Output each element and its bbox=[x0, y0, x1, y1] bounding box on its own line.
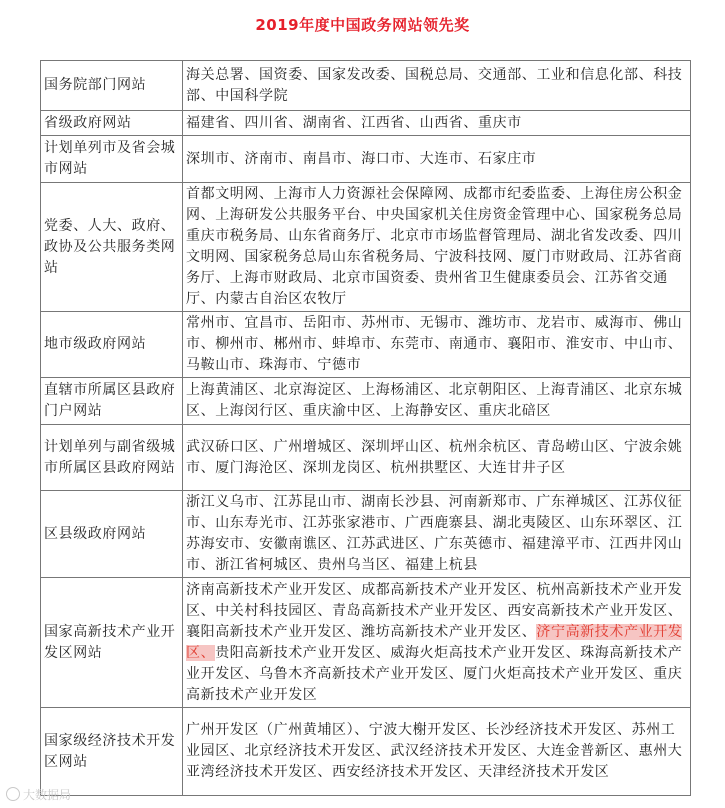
winners-text: 贵阳高新技术产业开发区、威海火炬高技术产业开发区、珠海高新技术产业开发区、乌鲁木齐高新技术产业开发区、厦门火炬高技术产业开发区、重庆高新技术产业开发区 bbox=[186, 644, 683, 703]
watermark-text: 大数据局 bbox=[23, 788, 72, 802]
table-row bbox=[41, 491, 691, 578]
winners-cell bbox=[183, 578, 691, 708]
category-cell: 省级政府网站 bbox=[41, 111, 183, 136]
table-row bbox=[41, 136, 691, 183]
table-row bbox=[41, 378, 691, 425]
winners-cell: 武汉硚口区、广州增城区、深圳坪山区、杭州余杭区、青岛崂山区、宁波余姚市、厦门海沧区、深圳龙岗区、杭州拱墅区、大连甘井子区 bbox=[183, 425, 691, 491]
highlighted-winner: 济宁高新技术产业开发区、 bbox=[186, 623, 683, 661]
winners-cell: 福建省、四川省、湖南省、江西省、山西省、重庆市 bbox=[183, 111, 691, 136]
table-row bbox=[41, 578, 691, 708]
table-row bbox=[41, 111, 691, 136]
winners-cell: 浙江义乌市、江苏昆山市、湖南长沙县、河南新郑市、广东禅城区、江苏仪征市、山东寿光市、江苏张家港市、广西鹿寨县、湖北夷陵区、山东环翠区、江苏海安市、安徽南谯区、江苏武进区、广东英德市、福建漳平市、江西井冈山市、浙江省柯城区、贵州乌当区、福建上杭县 bbox=[183, 491, 691, 578]
winners-cell: 海关总署、国资委、国家发改委、国税总局、交通部、工业和信息化部、科技部、中国科学院 bbox=[183, 61, 691, 111]
watermark-logo-icon bbox=[6, 787, 20, 801]
winners-cell: 首都文明网、上海市人力资源社会保障网、成都市纪委监委、上海住房公积金网、上海研发公共服务平台、中央国家机关住房资金管理中心、国家税务总局重庆市税务局、山东省商务厅、北京市市场监督管理局、湖北省发改委、四川文明网、国家税务总局山东省税务局、宁波科技网、厦门市财政局、江苏省商务厅、上海市财政局、北京市国资委、贵州省卫生健康委员会、江苏省交通厅、内蒙古自治区农牧厅 bbox=[183, 183, 691, 312]
table-row bbox=[41, 312, 691, 378]
winners-cell: 常州市、宜昌市、岳阳市、苏州市、无锡市、潍坊市、龙岩市、威海市、佛山市、柳州市、郴州市、蚌埠市、东莞市、南通市、襄阳市、淮安市、中山市、马鞍山市、珠海市、宁德市 bbox=[183, 312, 691, 378]
winners-cell: 上海黄浦区、北京海淀区、上海杨浦区、北京朝阳区、上海青浦区、北京东城区、上海闵行区、重庆渝中区、上海静安区、重庆北碚区 bbox=[183, 378, 691, 425]
category-cell: 国家高新技术产业开发区网站 bbox=[41, 578, 183, 708]
category-cell: 区县级政府网站 bbox=[41, 491, 183, 578]
category-cell: 国务院部门网站 bbox=[41, 61, 183, 111]
category-cell: 计划单列市及省会城市网站 bbox=[41, 136, 183, 183]
category-cell: 党委、人大、政府、政协及公共服务类网站 bbox=[41, 183, 183, 312]
table-row bbox=[41, 183, 691, 312]
page-title: 2019年度中国政务网站领先奖 bbox=[255, 16, 470, 34]
category-cell: 国家级经济技术开发区网站 bbox=[41, 708, 183, 796]
category-cell: 地市级政府网站 bbox=[41, 312, 183, 378]
watermark bbox=[6, 786, 71, 803]
award-table bbox=[40, 60, 691, 796]
category-cell: 计划单列与副省级城市所属区县政府网站 bbox=[41, 425, 183, 491]
winners-cell: 深圳市、济南市、南昌市、海口市、大连市、石家庄市 bbox=[183, 136, 691, 183]
table-row bbox=[41, 708, 691, 796]
category-cell: 直辖市所属区县政府门户网站 bbox=[41, 378, 183, 425]
table-row bbox=[41, 425, 691, 491]
table-row bbox=[41, 61, 691, 111]
winners-text: 济南高新技术产业开发区、成都高新技术产业开发区、杭州高新技术产业开发区、中关村科技园区、青岛高新技术产业开发区、西安高新技术产业开发区、襄阳高新技术产业开发区、潍坊高新技术产业开发区、 bbox=[186, 581, 683, 640]
winners-cell: 广州开发区（广州黄埔区）、宁波大榭开发区、长沙经济技术开发区、苏州工业园区、北京经济技术开发区、武汉经济技术开发区、大连金普新区、惠州大亚湾经济技术开发区、西安经济技术开发区、天津经济技术开发区 bbox=[183, 708, 691, 796]
